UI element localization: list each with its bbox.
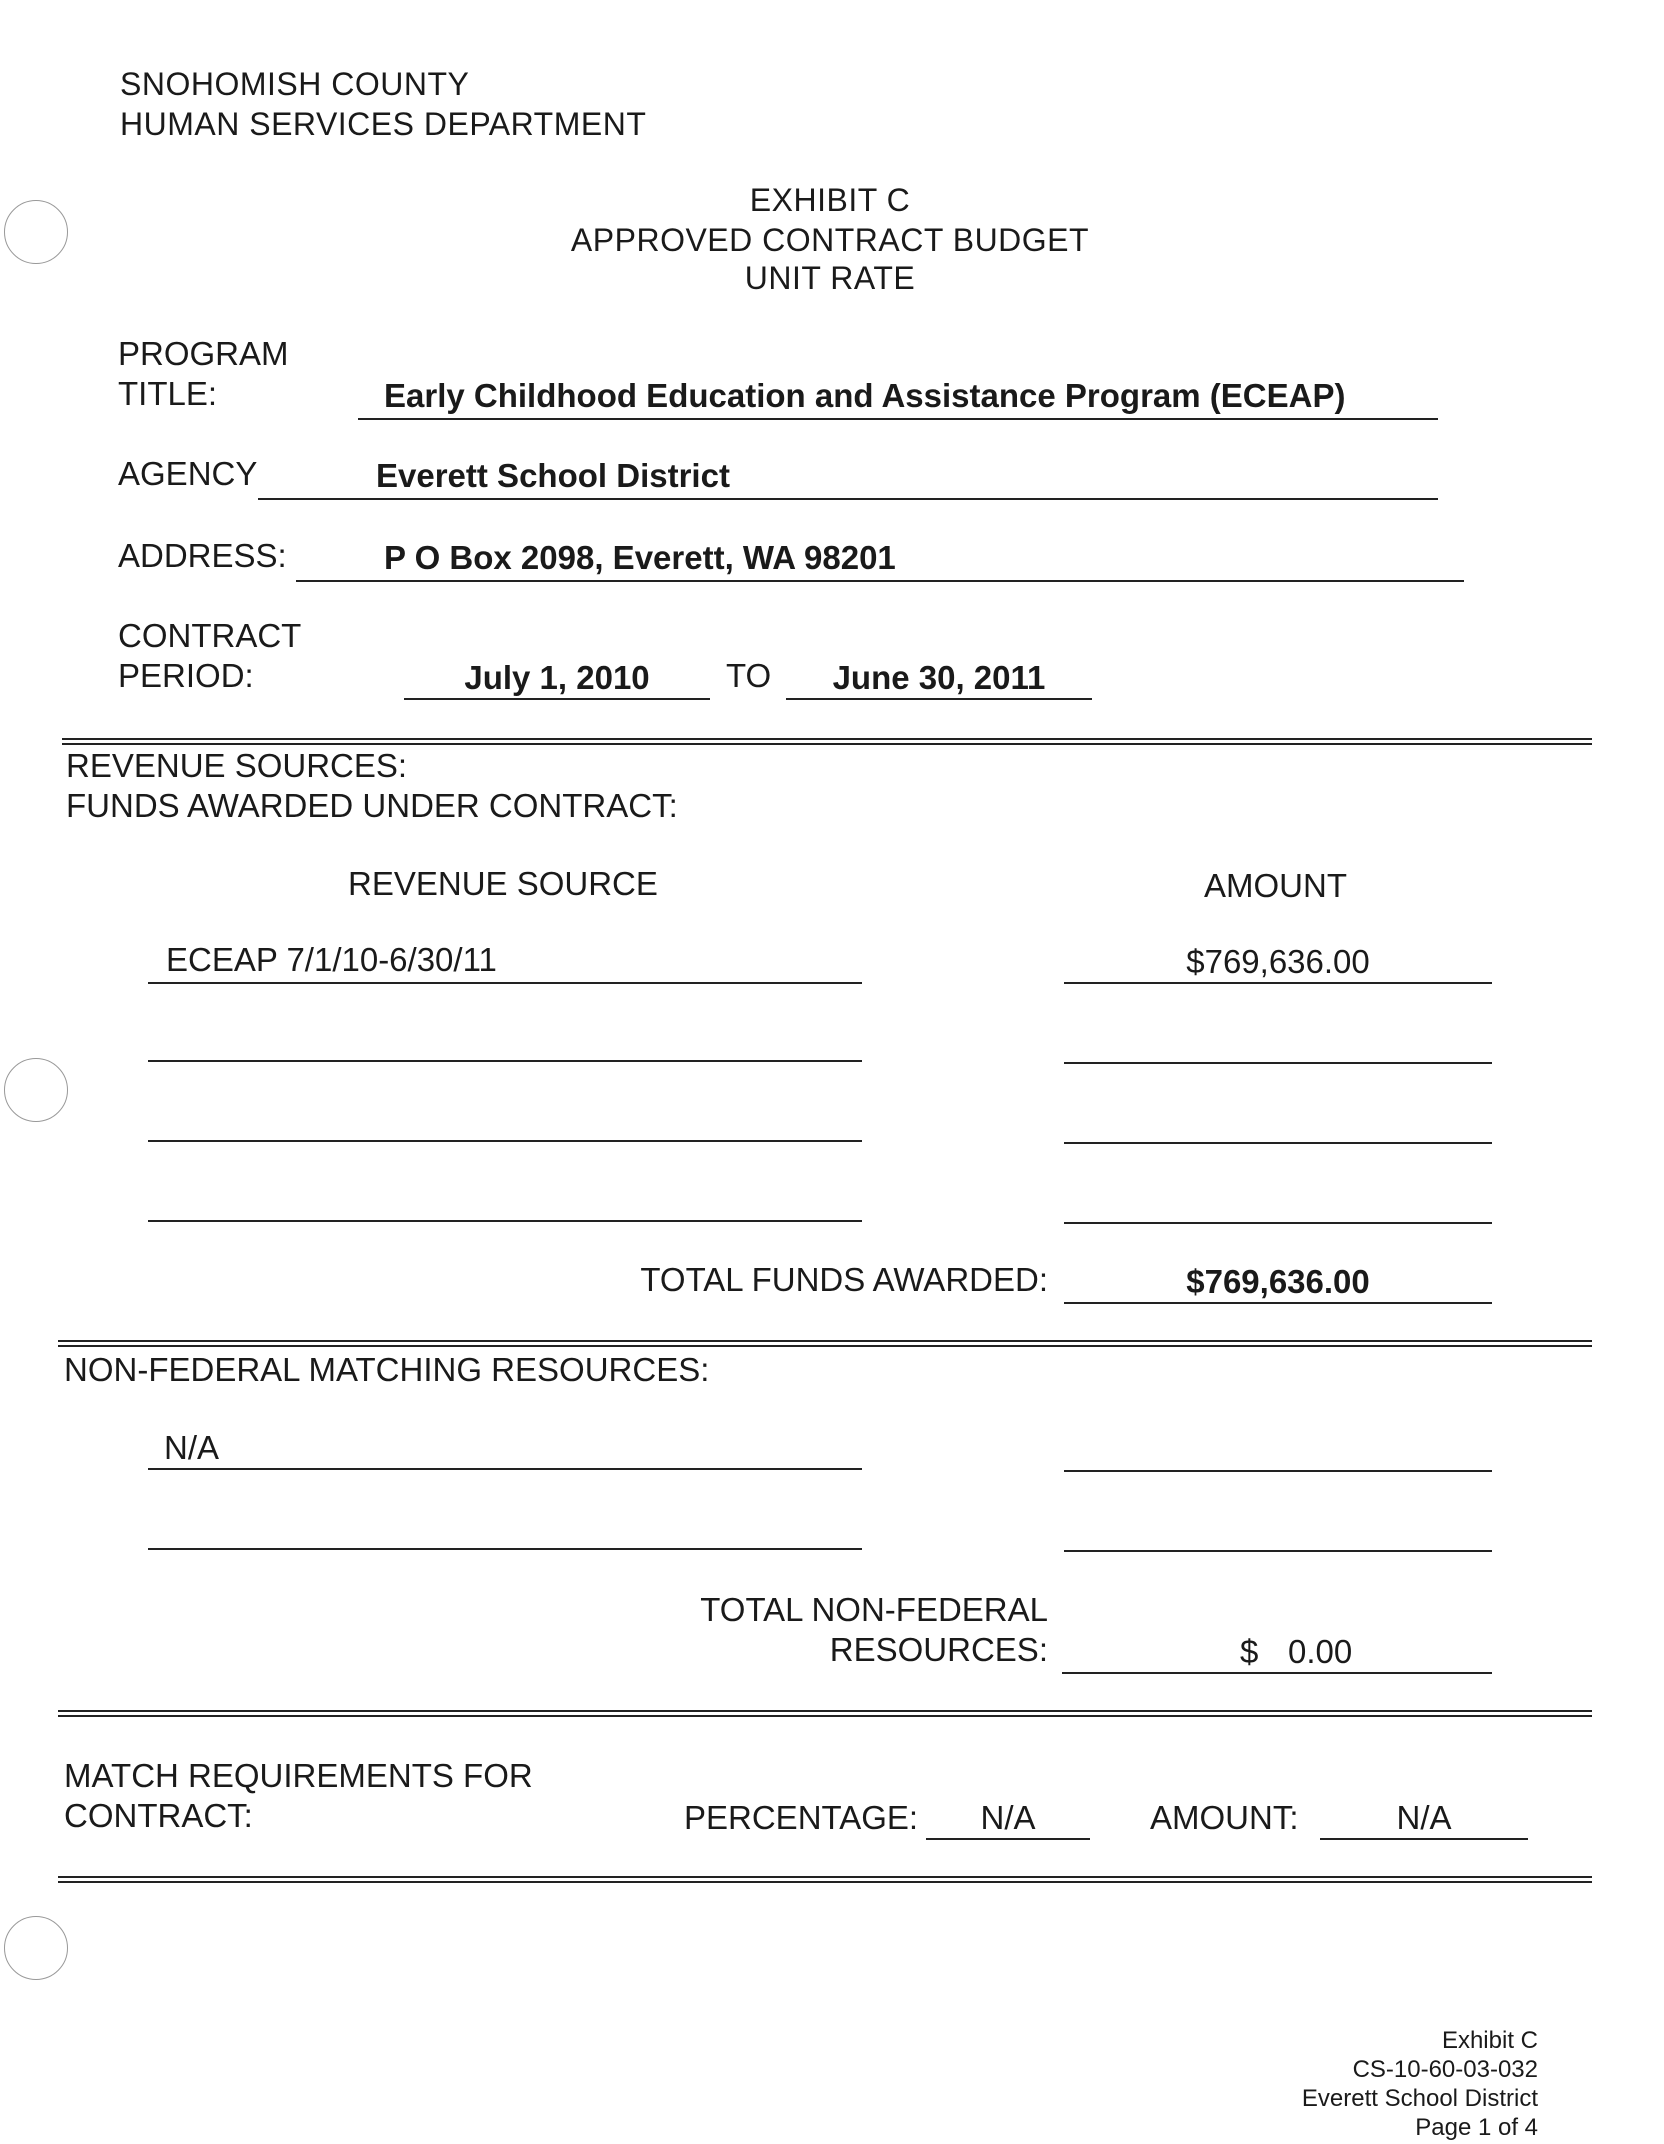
total-funds-value: $769,636.00: [1186, 1263, 1370, 1300]
revenue-heading-line1: REVENUE SOURCES:: [66, 747, 408, 784]
org-name-line2: HUMAN SERVICES DEPARTMENT: [120, 106, 647, 142]
program-label-line2: TITLE:: [118, 375, 218, 412]
period-label-line2: PERIOD:: [118, 657, 254, 694]
program-label-line1: PROGRAM: [118, 335, 289, 372]
period-end-underline: [786, 698, 1092, 700]
section-divider-3: [58, 1710, 1592, 1717]
revenue-heading-line2: FUNDS AWARDED UNDER CONTRACT:: [66, 787, 678, 824]
punch-hole-top: [4, 200, 68, 264]
punch-hole-middle: [4, 1058, 68, 1122]
nonfederal-row-2-amount-line: [1064, 1550, 1492, 1552]
revenue-row-3-amount-line: [1064, 1142, 1492, 1144]
nonfederal-row-1-source: N/A: [164, 1429, 220, 1466]
section-divider-2: [58, 1340, 1592, 1347]
revenue-row-2-amount-line: [1064, 1062, 1492, 1064]
nonfederal-row-1-amount-line: [1064, 1470, 1492, 1472]
nonfederal-row-1-source-line: [148, 1468, 862, 1470]
section-divider-1: [62, 738, 1592, 745]
revenue-row-1-source-line: [148, 982, 862, 984]
revenue-row-3-source-line: [148, 1140, 862, 1142]
doc-title-line2: APPROVED CONTRACT BUDGET: [570, 222, 1090, 258]
amount-column-header: AMOUNT: [1204, 867, 1347, 904]
period-to-label: TO: [726, 657, 772, 694]
nonfederal-total-underline: [1062, 1672, 1492, 1674]
revenue-row-2-source-line: [148, 1060, 862, 1062]
total-funds-label: TOTAL FUNDS AWARDED:: [640, 1261, 1048, 1298]
revenue-source-column-header: REVENUE SOURCE: [348, 865, 658, 902]
revenue-row-1-source: ECEAP 7/1/10-6/30/11: [166, 941, 497, 978]
match-label-line1: MATCH REQUIREMENTS FOR: [64, 1757, 533, 1794]
footer-line1: Exhibit C: [1441, 2027, 1538, 2054]
nonfederal-total-currency: $: [1240, 1633, 1259, 1670]
section-divider-4: [58, 1876, 1592, 1883]
nonfederal-total-label-line2: RESOURCES:: [829, 1631, 1048, 1668]
nonfederal-heading: NON-FEDERAL MATCHING RESOURCES:: [64, 1351, 710, 1388]
revenue-row-4-source-line: [148, 1220, 862, 1222]
total-funds-underline: [1064, 1302, 1492, 1304]
address-underline: [296, 580, 1464, 582]
doc-title-line3: UNIT RATE: [744, 260, 916, 296]
nonfederal-total-value: 0.00: [1288, 1633, 1353, 1670]
nonfederal-row-2-source-line: [148, 1548, 862, 1550]
footer-line4: Page 1 of 4: [1415, 2114, 1538, 2141]
period-start-value: July 1, 2010: [464, 659, 650, 696]
match-amount-value: N/A: [1396, 1799, 1452, 1836]
percentage-label: PERCENTAGE:: [684, 1799, 919, 1836]
agency-label: AGENCY: [118, 455, 258, 492]
nonfederal-total-label-line1: TOTAL NON-FEDERAL: [700, 1591, 1048, 1628]
revenue-row-4-amount-line: [1064, 1222, 1492, 1224]
footer-line3: Everett School District: [1301, 2085, 1538, 2112]
match-amount-underline: [1320, 1838, 1528, 1840]
address-label: ADDRESS:: [118, 537, 287, 574]
match-label-line2: CONTRACT:: [64, 1797, 253, 1834]
percentage-value: N/A: [980, 1799, 1036, 1836]
period-label-line1: CONTRACT: [118, 617, 302, 654]
period-start-underline: [404, 698, 710, 700]
org-name-line1: SNOHOMISH COUNTY: [120, 66, 470, 102]
percentage-underline: [926, 1838, 1090, 1840]
agency-value: Everett School District: [376, 457, 730, 494]
match-amount-label: AMOUNT:: [1150, 1799, 1299, 1836]
doc-title-line1: EXHIBIT C: [749, 182, 911, 218]
program-title-underline: [358, 418, 1438, 420]
footer-line2: CS-10-60-03-032: [1352, 2056, 1538, 2083]
period-end-value: June 30, 2011: [832, 659, 1046, 696]
address-value: P O Box 2098, Everett, WA 98201: [384, 539, 896, 576]
program-title-value: Early Childhood Education and Assistance Program (ECEAP): [384, 377, 1346, 414]
revenue-row-1-amount-line: [1064, 982, 1492, 984]
revenue-row-1-amount: $769,636.00: [1186, 943, 1370, 980]
agency-underline: [258, 498, 1438, 500]
punch-hole-bottom: [4, 1916, 68, 1980]
